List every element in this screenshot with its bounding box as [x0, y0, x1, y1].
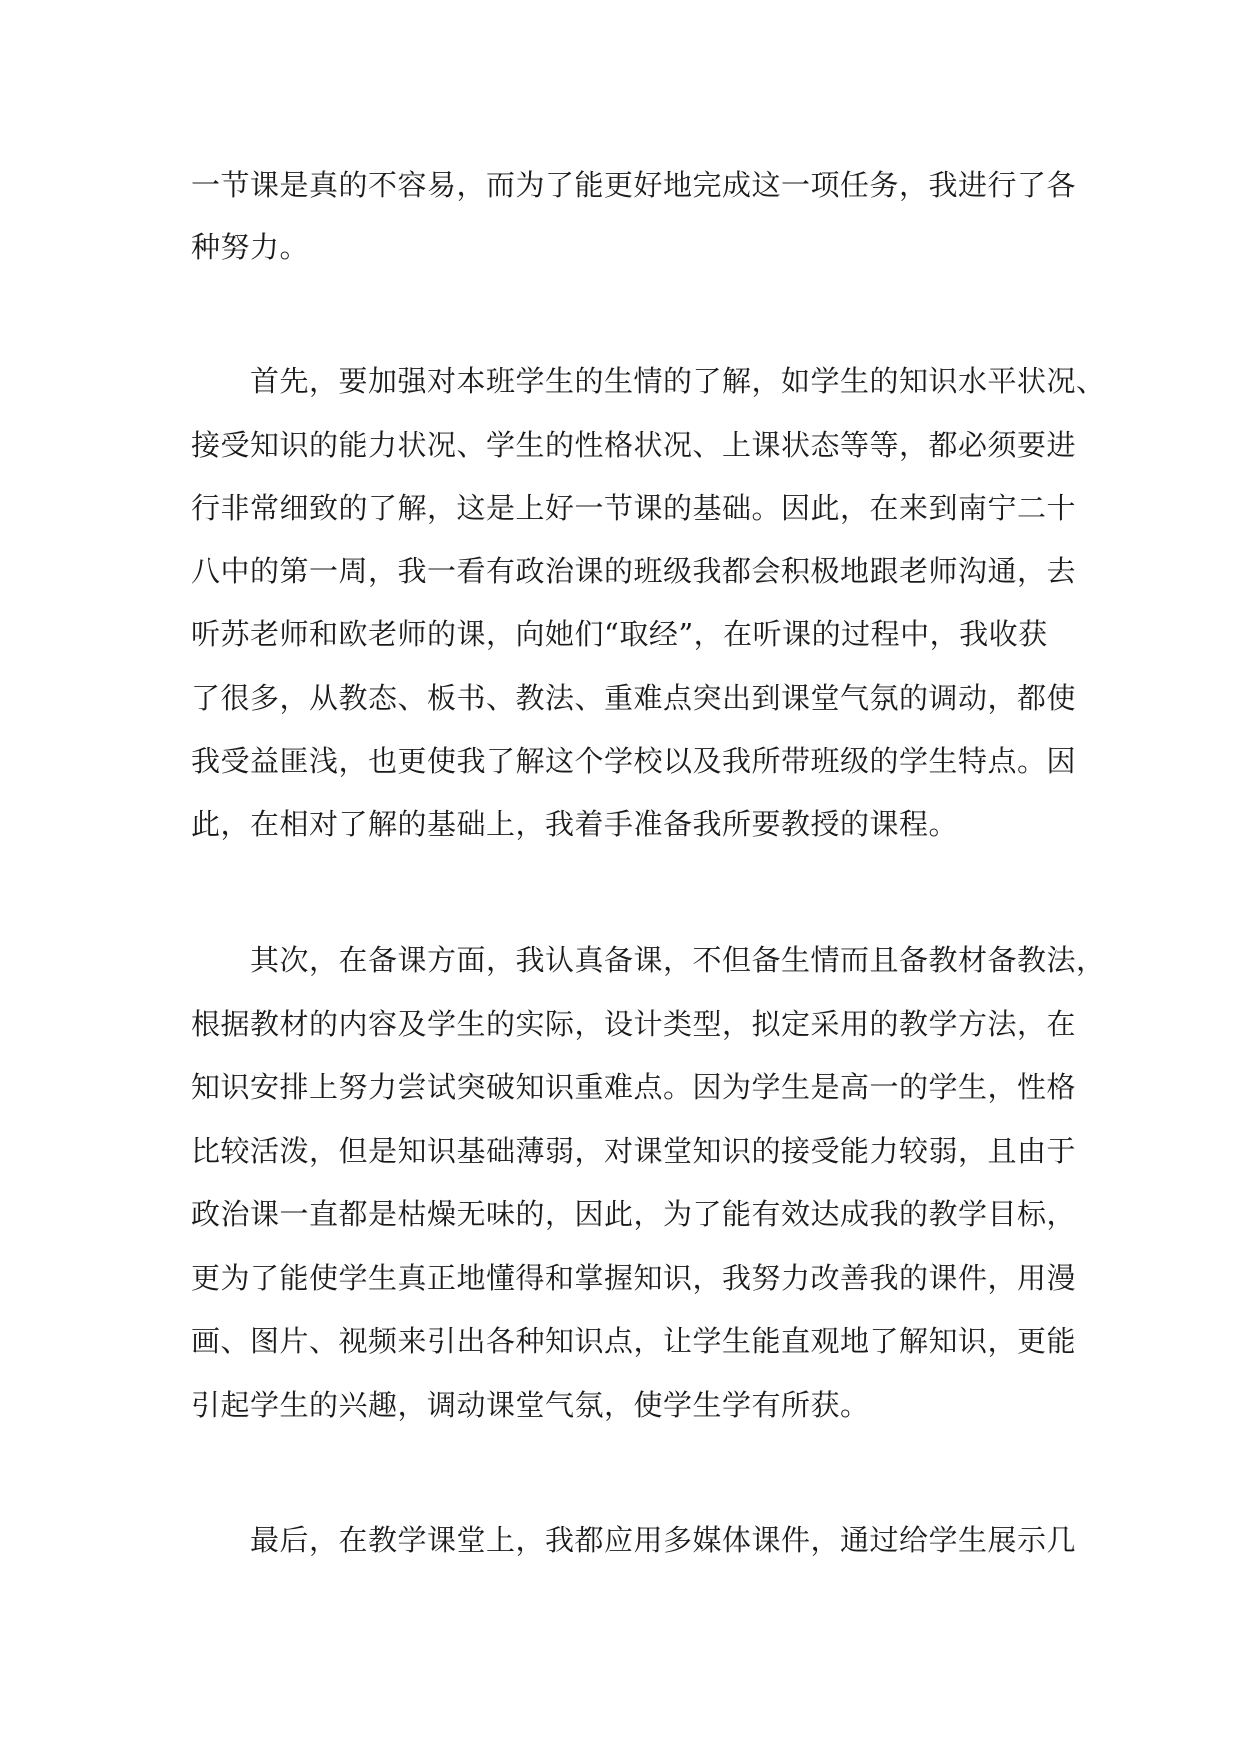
- text-line: 此，在相对了解的基础上，我着手准备我所要教授的课程。: [191, 807, 959, 841]
- text-line: 了很多，从教态、板书、教法、重难点突出到课堂气氛的调动，都使: [191, 681, 1077, 715]
- text-line: 首先，要加强对本班学生的生情的了解，如学生的知识水平状况、: [250, 364, 1106, 398]
- text-line: 八中的第一周，我一看有政治课的班级我都会积极地跟老师沟通，去: [191, 554, 1077, 588]
- text-line: 更为了能使学生真正地懂得和掌握知识，我努力改善我的课件，用漫: [191, 1261, 1077, 1295]
- text-line: 引起学生的兴趣，调动课堂气氛，使学生学有所获。: [191, 1388, 870, 1422]
- text-line: 比较活泼，但是知识基础薄弱，对课堂知识的接受能力较弱，且由于: [191, 1134, 1077, 1168]
- text-line: 画、图片、视频来引出各种知识点，让学生能直观地了解知识，更能: [191, 1324, 1077, 1358]
- text-line: 接受知识的能力状况、学生的性格状况、上课状态等等，都必须要进: [191, 428, 1077, 462]
- text-line: 政治课一直都是枯燥无味的，因此，为了能有效达成我的教学目标，: [191, 1197, 1077, 1231]
- text-line: 种努力。: [191, 230, 310, 264]
- text-line: 根据教材的内容及学生的实际，设计类型，拟定采用的教学方法，在: [191, 1007, 1077, 1041]
- text-line: 听苏老师和欧老师的课，向她们“取经”，在听课的过程中，我收获: [191, 617, 1048, 651]
- text-line: 一节课是真的不容易，而为了能更好地完成这一项任务，我进行了各: [191, 168, 1077, 202]
- text-line: 我受益匪浅，也更使我了解这个学校以及我所带班级的学生特点。因: [191, 744, 1077, 778]
- text-line: 知识安排上努力尝试突破知识重难点。因为学生是高一的学生，性格: [191, 1070, 1077, 1104]
- text-line: 行非常细致的了解，这是上好一节课的基础。因此，在来到南宁二十: [191, 491, 1077, 525]
- text-line: 最后，在教学课堂上，我都应用多媒体课件，通过给学生展示几: [250, 1523, 1077, 1557]
- text-line: 其次，在备课方面，我认真备课，不但备生情而且备教材备教法，: [250, 943, 1106, 977]
